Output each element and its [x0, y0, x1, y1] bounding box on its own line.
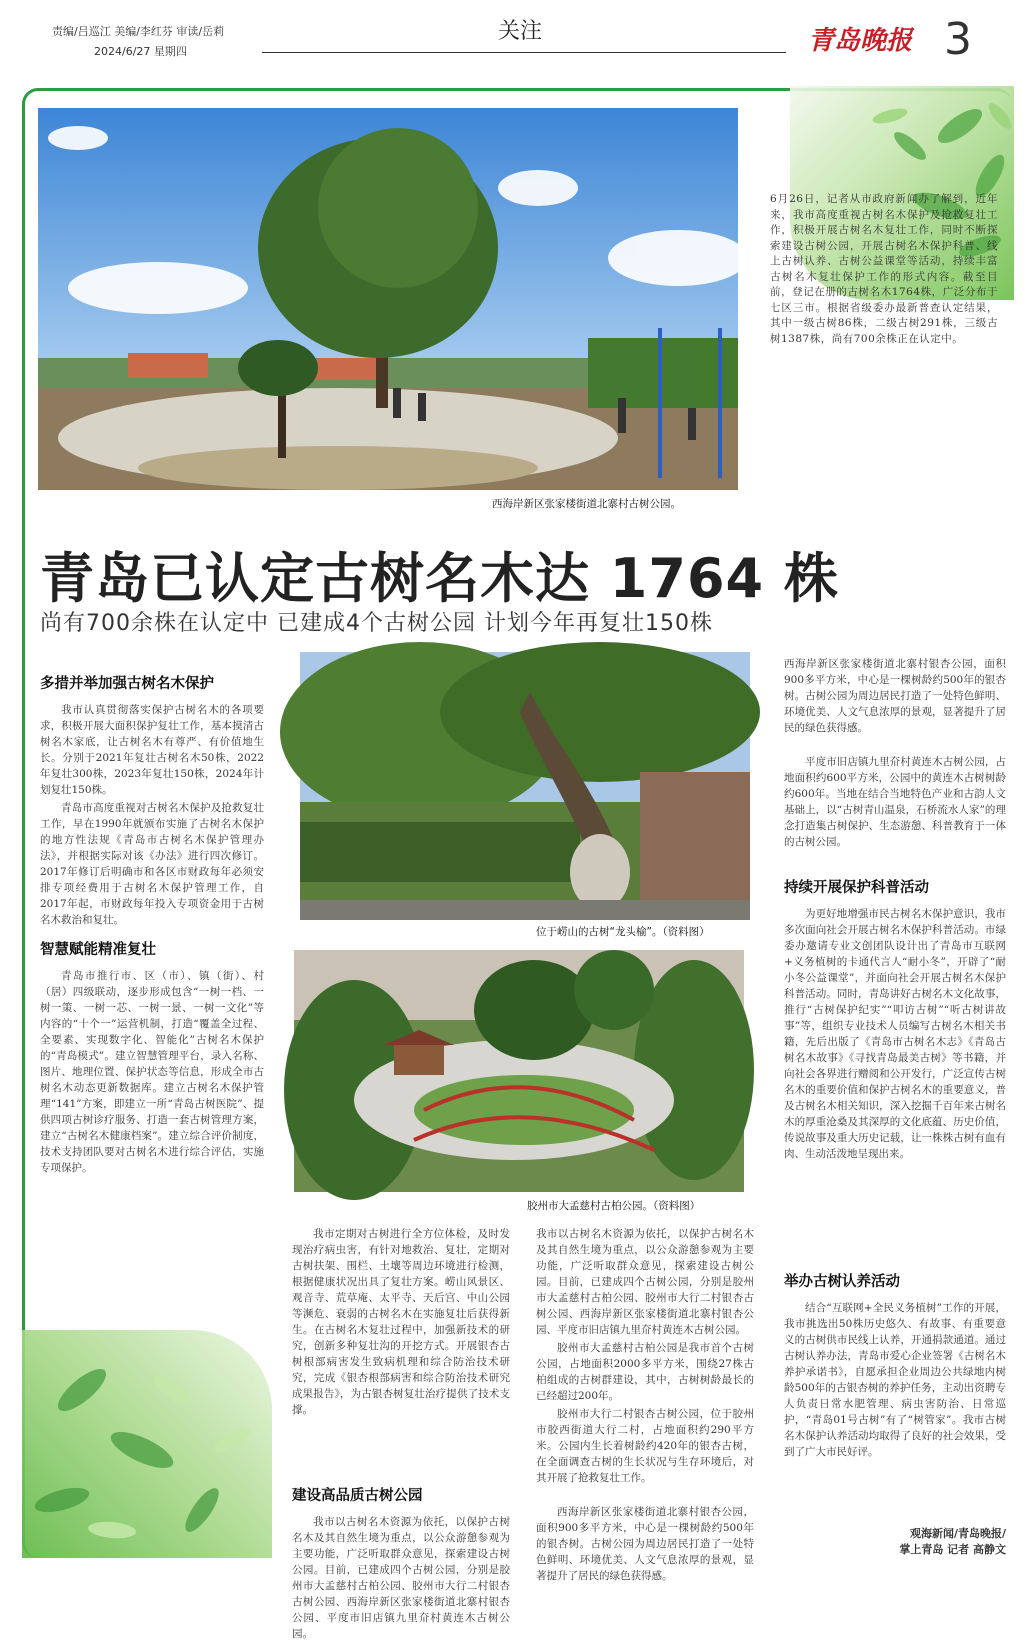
paragraph: 青岛市高度重视对古树名木保护及抢救复壮工作，早在1990年就颁布实施了古树名木保护的地方性法规《青岛市古树名木保护管理办法》，并根据实际对该《办法》进行四次修订。2017年修订后明确市和各区市财政每年必须安排专项经费用于古树名木保护管理工作，自2017年起，市财政每年投入专项资金用于古树名木救治和复壮。 [40, 802, 264, 926]
newspaper-logo: 青岛晚报 [808, 26, 913, 56]
issue-date: 2024/6/27 星期四 [94, 45, 187, 58]
page-number: 3 [944, 14, 972, 65]
header-rule [262, 52, 786, 53]
byline [784, 1526, 1006, 1558]
section-title-science: 持续开展保护科普活动 [784, 880, 929, 896]
section-title-smart-revival: 智慧赋能精准复壮 [40, 942, 156, 958]
section-title-protection: 多措并举加强古树名木保护 [40, 676, 214, 692]
top-photo-caption: 西海岸新区张家楼街道北寨村古树公园。 [492, 498, 681, 510]
paragraph: 胶州市大行二村银杏古树公园，位于胶州市胶西街道大行二村，占地面积约290平方米。公园内生长着树龄约420年的银杏古树，在全面调查古树的生长状况与生存环境后，对其开展了抢救复壮工作。 [536, 1408, 754, 1484]
paragraph: 青岛市推行市、区（市）、镇（街）、村（居）四级联动，逐步形成包含“一树一档、一树一策、一树一芯、一树一景、一树一文化”等内容的“十个一”运营机制，打造“覆盖全过程、全要素、实现数字化、智能化”古树名木保护的“青岛模式”。建立智慧管理平台，录入名称、图片、地理位置、保护状态等信息，形成全市古树名木动态更新数据库。建立古树名木保护管理“141”方案，即建立一所“青岛古树医院”、提供四项古树诊疗服务、打造一套古树管理方案，建立“古树名木健康档案”。建立综合评价制度，技术支持团队要对古树名木进行综合评估，实施专项保护。 [40, 970, 264, 1174]
editor-credits: 责编/吕巡江 美编/李红芬 审读/岳莉 [52, 25, 225, 38]
paragraph: 西海岸新区张家楼街道北寨村银杏公园，面积900多平方米，中心是一棵树龄约500年的银杏树。古树公园为周边居民打造了一处特色鲜明、环境优美、人文气息浓厚的景观，显著提升了居民的绿色获得感。 [784, 658, 1006, 734]
paragraph: 胶州市大孟慈村古柏公园是我市首个古树公园，占地面积2000多平方米，围绕27株古柏组成的古树群建设，其中，古树树龄最长的已经超过200年。 [536, 1342, 754, 1402]
paragraph: 我市以古树名木资源为依托，以保护古树名木及其自然生境为重点，以公众游憩参观为主要功能，广泛听取群众意见，探索建设古树公园。目前，已建成四个古树公园，分别是胶州市大孟慈村古柏公园、胶州市大行二村银杏古树公园、西海岸新区张家楼街道北寨村银杏公园、平度市旧店镇九里夼村黄连木古树公园。 [292, 1516, 510, 1640]
paragraph: 我市认真贯彻落实保护古树名木的各项要求，积极开展大面积保护复壮工作，基本摸清古树名木家底，让古树名木有尊严、有价值地生长。分别于2021年复壮古树名木50株，2022年复壮300株，2023年复壮150株，2024年计划复壮150株。 [40, 704, 264, 796]
byline-reporter: 掌上青岛 记者 高静文 [899, 1543, 1006, 1556]
subheadline: 尚有700余株在认定中 已建成4个古树公园 计划今年再复壮150株 [40, 611, 713, 636]
leaf-decoration-bottom-icon [22, 1330, 272, 1558]
photo-dameng-park [294, 950, 744, 1192]
paragraph: 西海岸新区张家楼街道北寨村银杏公园，面积900多平方米，中心是一棵树龄约500年的银杏树。古树公园为周边居民打造了一处特色鲜明、环境优美、人文气息浓厚的景观，显著提升了居民的绿色获得感。 [536, 1506, 754, 1582]
lead-paragraph: 6月26日，记者从市政府新闻办了解到，近年来，我市高度重视古树名木保护及抢救复壮工作，积极开展古树名木复壮工作，同时不断探索建设古树公园，开展古树名木保护科普、线上古树认养、古树公益课堂等活动，持续丰富古树名木复壮保护工作的形式内容。截至目前，登记在册的古树名木1764株，广泛分布于七区三市。根据省级委办最新普查认定结果，其中一级古树86株，二级古树291株，三级古树1387株，尚有700余株正在认定中。 [770, 193, 998, 345]
top-photo-ginkgo-park [38, 108, 738, 490]
photo-longtou-elm-caption: 位于崂山的古树“龙头榆”。（资料图） [536, 926, 710, 938]
column-1 [40, 670, 264, 1236]
headline: 青岛已认定古树名木达 1764 株 [40, 547, 839, 610]
column-3 [536, 1226, 754, 1582]
paragraph: 结合“互联网+全民义务植树”工作的开展，我市挑选出50株历史悠久、有故事、有重要意义的古树供市民线上认养，开通捐款通道。通过古树认养办法，青岛市爱心企业签署《古树名木养护承诺书》，自愿承担企业周边公共绿地内树龄500年的古银杏树的养护任务，主动出资聘专人负责日常水肥管理、病虫害防治、日常巡护，“青岛01号古树”有了“树管家”。我市古树名木保护认养活动均取得了良好的社会效果，受到了广大市民好评。 [784, 1302, 1006, 1458]
section-name: 关注 [497, 19, 542, 44]
section-title-parks: 建设高品质古树公园 [292, 1488, 423, 1504]
paragraph: 为更好地增强市民古树名木保护意识，我市多次面向社会开展古树名木保护科普活动。市绿委办邀请专业文创团队设计出了青岛市互联网+义务植树的卡通代言人“耐小冬”，开辟了“耐小冬公益课堂”，并面向社会开展古树名木保护科普活动。同时，青岛讲好古树名木文化故事，推行“古树保护纪实”“叩访古树”“听古树讲故事”等，组织专业技术人员编写古树名木相关书籍，先后出版了《青岛市古树名木志》《青岛古树名木故事》《寻找青岛最美古树》等书籍，并向社会各界进行赠阅和公开发行，广泛宣传古树名木的重要价值和保护古树名木的重要意义，普及古树名木相关知识，深入挖掘千百年来古树名木的厚重沧桑及其深厚的文化底蕴、历史价值，传说故事及重大历史记载，让一株株古树有血有肉、生动活泼地呈现出来。 [784, 908, 1006, 1160]
photo-dameng-park-caption: 胶州市大孟慈村古柏公园。（资料图） [527, 1200, 701, 1212]
masthead-meta [52, 22, 224, 62]
column-2 [292, 1226, 510, 1640]
photo-longtou-elm [300, 652, 750, 920]
section-title-adoption: 举办古树认养活动 [784, 1274, 900, 1290]
paragraph: 我市以古树名木资源为依托，以保护古树名木及其自然生境为重点，以公众游憩参观为主要功能，广泛听取群众意见，探索建设古树公园。目前，已建成四个古树公园，分别是胶州市大孟慈村古柏公园、胶州市大行二村银杏古树公园、西海岸新区张家楼街道北寨村银杏公园、平度市旧店镇九里夼村黄连木古树公园。 [536, 1228, 754, 1336]
column-4 [784, 656, 1006, 1558]
paragraph: 我市定期对古树进行全方位体检，及时发现治疗病虫害，有针对地救治、复壮，定期对古树扶架、围栏、土壤等周边环境进行检测，根据健康状况出具了复壮方案。崂山风景区、观音寺、荒草庵、太平寺、天后宫、中山公园等濒危、衰弱的古树名木在实施复壮后获得新生。在古树名木复壮过程中，加强新技术的研究，创新多种复壮沟的开挖方式。开展银杏古树根部病害发生致病机理和综合防治技术研究，完成《银杏根部病害和综合防治技术研究成果报告》，为古银杏树复壮治疗提供了技术支撑。 [292, 1228, 510, 1416]
paragraph: 平度市旧店镇九里夼村黄连木古树公园，占地面积约600平方米，公园中的黄连木古树树龄约600年。当地在结合当地特色产业和古韵人文基础上，以“古树青山温泉，石桥流水人家”的理念打造集古树保护、生态游憩、科普教育于一体的古树公园。 [784, 756, 1006, 848]
byline-outlet: 观海新闻/青岛晚报/ [909, 1527, 1006, 1540]
